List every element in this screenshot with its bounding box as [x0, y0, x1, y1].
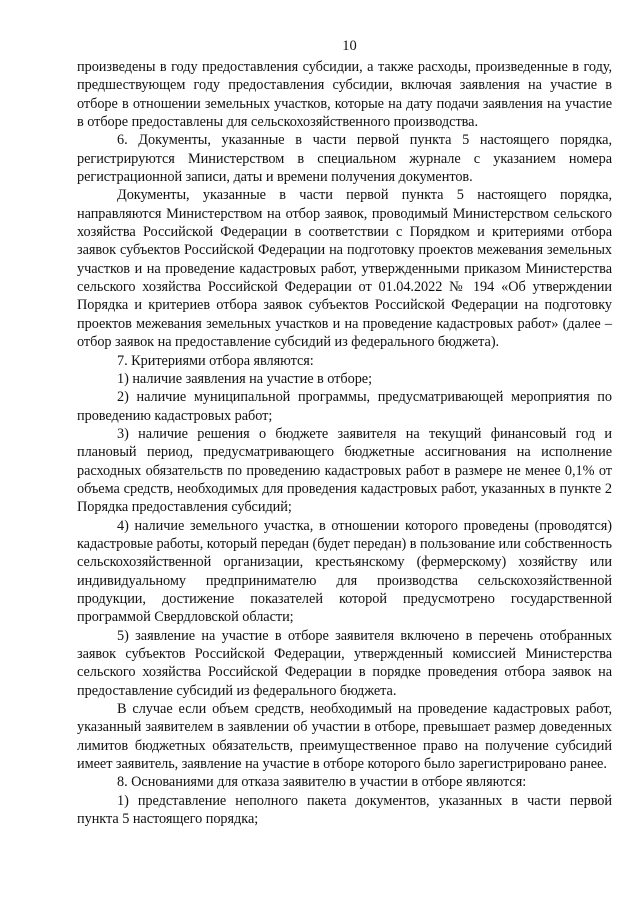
- list-item-1: 1) наличие заявления на участие в отборе;: [117, 370, 373, 387]
- list-item-2: 2) наличие муниципальной программы, предусматривающей мероприятия по проведению кадастровых работ;: [77, 389, 612, 424]
- list-item-5: 5) заявление на участие в отборе заявителя включено в перечень отобранных заявок субъектов Российской Федерации, утвержденный комиссией Министерства сельского хозяйства Российской Федерации в порядке проведения отбора заявок на предоставление субсидий из федерального бюджета.: [77, 627, 612, 699]
- list-item-3: 3) наличие решения о бюджете заявителя на текущий финансовый год и плановый период, предусматривающего бюджетные ассигнования на исполнение расходных обязательств по проведению кадастровых работ в размере не менее 0,1% от объема средств, необходимых для проведения кадастровых работ, указанных в пункте 2 Порядка предоставления субсидий;: [77, 425, 612, 516]
- paragraph-1: произведены в году предоставления субсидии, а также расходы, произведенные в году, предшествующем году предоставления субсидии, включая заявления на участие в отборе в отношении земельных участков, которые на дату подачи заявления на участие в отборе предоставлены для сельскохозяйственного производства.: [77, 59, 612, 131]
- paragraph-3: Документы, указанные в части первой пункта 5 настоящего порядка, направляются Министерством на отбор заявок, проводимый Министерством сельского хозяйства Российской Федерации в соответствии с Порядком и критериями отбора заявок субъектов Российской Федерации на подготовку проектов межевания земельных участков и на проведение кадастровых работ, утвержденными приказом Министерства сельского хозяйства Российской Федерации от 01.04.2022 № 194 «Об утверждении Порядка и критериев отбора заявок субъектов Российской Федерации на подготовку проектов межевания земельных участков и на проведение кадастровых работ» (далее – отбор заявок на предоставление субсидий из федерального бюджета).: [77, 187, 612, 351]
- list-item-4: 4) наличие земельного участка, в отношении которого проведены (проводятся) кадастровые работы, который передан (будет передан) в пользование или собственность сельскохозяйственной организации, крестьянскому (фермерскому) хозяйству или индивидуальному предпринимателю для производства сельскохозяйственной продукции, достижение показателей которой предусмотрено государственной программой Свердловской области;: [77, 517, 612, 626]
- document-body: [77, 58, 612, 828]
- paragraph-6: 8. Основаниями для отказа заявителю в участии в отборе являются:: [117, 774, 527, 791]
- list-item-6: 1) представление неполного пакета документов, указанных в части первой пункта 5 настоящего порядка;: [77, 792, 612, 828]
- paragraph-4: 7. Критериями отбора являются:: [117, 352, 314, 369]
- paragraph-5: В случае если объем средств, необходимый на проведение кадастровых работ, указанный заявителем в заявлении об участии в отборе, превышает размер доведенных лимитов бюджетных обязательств, преимущественное право на получение субсидий имеет заявитель, заявление на участие в отборе которого было зарегистрировано ранее.: [77, 701, 612, 773]
- page-number: 10: [342, 38, 357, 54]
- paragraph-2: 6. Документы, указанные в части первой пункта 5 настоящего порядка, регистрируются Министерством в специальном журнале с указанием номера регистрационной записи, даты и времени получения документов.: [77, 132, 612, 186]
